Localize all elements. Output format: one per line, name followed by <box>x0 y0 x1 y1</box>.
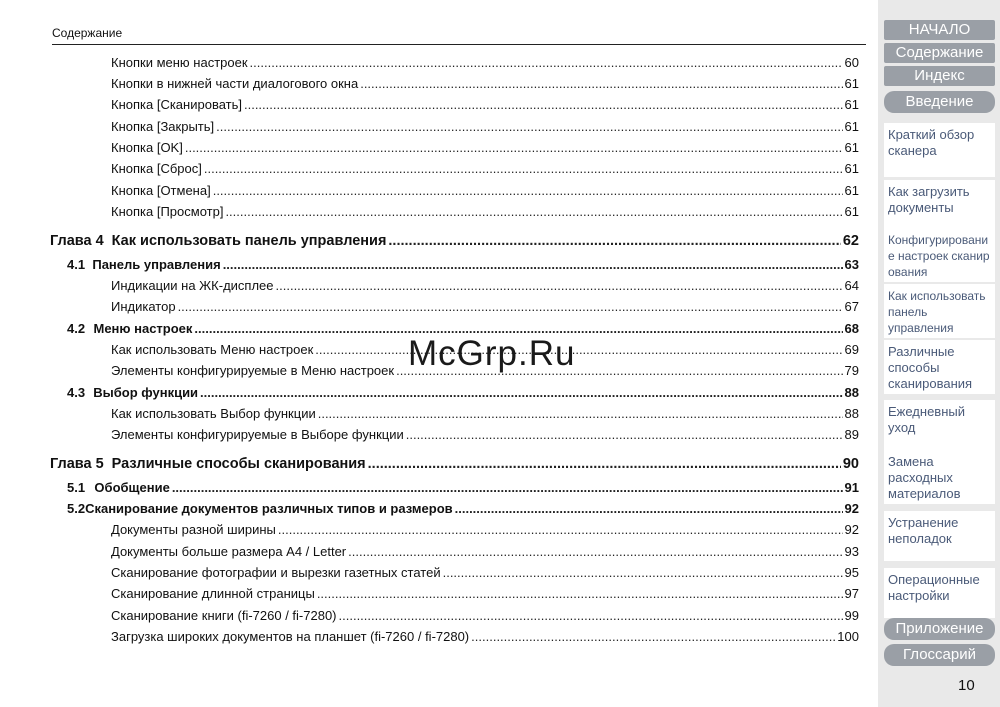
toc-leader-dots <box>225 204 842 219</box>
toc-page-number: 61 <box>844 183 859 198</box>
toc-row[interactable] <box>50 233 859 249</box>
header-divider <box>52 44 866 45</box>
toc-page-number: 63 <box>844 257 859 272</box>
nav-introduction-button[interactable]: Введение <box>884 91 995 113</box>
toc-row[interactable] <box>111 427 859 442</box>
toc-row[interactable] <box>50 456 859 472</box>
nav-item-operator-panel[interactable]: Как использовать панель управления <box>884 284 995 338</box>
toc-leader-dots <box>360 76 842 91</box>
toc-title: Кнопка [Закрыть] <box>111 119 215 134</box>
toc-page-number: 61 <box>844 119 859 134</box>
toc-page-number: 97 <box>844 586 859 601</box>
nav-item-configure-scan[interactable]: Конфигурирование настроек сканирования <box>884 228 995 282</box>
toc-page-number: 61 <box>844 97 859 112</box>
toc-row[interactable] <box>111 522 859 537</box>
toc-number: 5.2 <box>67 501 86 516</box>
toc-row[interactable] <box>111 76 859 91</box>
nav-item-consumables[interactable]: Замена расходных материалов <box>884 450 995 504</box>
toc-title: Кнопка [Сброс] <box>111 161 202 176</box>
toc-page-number: 92 <box>844 522 859 537</box>
toc-title: Загрузка широких документов на планшет (fi-7260 / fi-7280) <box>111 629 470 644</box>
toc-row[interactable] <box>111 119 859 134</box>
toc-row[interactable] <box>111 278 859 293</box>
nav-item-troubleshooting[interactable]: Устранение неполадок <box>884 511 995 561</box>
toc-title: Индикации на ЖК-дисплее <box>111 278 274 293</box>
toc-page-number: 90 <box>842 456 859 472</box>
toc-leader-dots <box>318 406 843 421</box>
toc-page-number: 62 <box>842 233 859 249</box>
toc-row[interactable] <box>111 586 859 601</box>
toc-leader-dots <box>276 278 843 293</box>
toc-page-number: 92 <box>844 501 859 516</box>
toc-row[interactable] <box>111 406 859 421</box>
toc-page-number: 79 <box>844 363 859 378</box>
toc-title: Сканирование фотографии и вырезки газетных статей <box>111 565 441 580</box>
toc-title: Как использовать панель управления <box>111 233 387 249</box>
toc-title: Элементы конфигурируемые в Меню настроек <box>111 363 395 378</box>
toc-leader-dots <box>317 586 843 601</box>
toc-row[interactable] <box>111 544 859 559</box>
toc-page-number: 89 <box>844 427 859 442</box>
toc-leader-dots <box>388 233 840 249</box>
toc-title: Обобщение <box>94 480 170 495</box>
toc-page-number: 61 <box>844 76 859 91</box>
toc-leader-dots <box>348 544 842 559</box>
toc-row[interactable] <box>111 183 859 198</box>
toc-leader-dots <box>178 299 843 314</box>
toc-number: Глава 5 <box>50 456 104 472</box>
toc-title: Как использовать Выбор функции <box>111 406 316 421</box>
nav-item-daily-care[interactable]: Ежедневный уход <box>884 400 995 450</box>
toc-title: Элементы конфигурируемые в Выборе функции <box>111 427 404 442</box>
toc-title: Как использовать Меню настроек <box>111 342 314 357</box>
toc-title: Различные способы сканирования <box>111 456 366 472</box>
toc-row[interactable] <box>111 140 859 155</box>
toc-title: Кнопка [Сканировать] <box>111 97 242 112</box>
toc-leader-dots <box>339 608 843 623</box>
toc-row[interactable] <box>111 55 859 70</box>
toc-row[interactable] <box>111 608 859 623</box>
toc-page-number: 67 <box>844 299 859 314</box>
toc-row[interactable] <box>67 480 859 495</box>
nav-item-scanner-overview[interactable]: Краткий обзор сканера <box>884 123 995 177</box>
toc-title: Сканирование документов различных типов и размеров <box>85 501 453 516</box>
toc-leader-dots <box>185 140 843 155</box>
toc-leader-dots <box>471 629 835 644</box>
toc-title: Документы разной ширины <box>111 522 276 537</box>
toc-number: 4.3 <box>67 385 86 400</box>
toc-title: Кнопки меню настроек <box>111 55 248 70</box>
toc-number: Глава 4 <box>50 233 104 249</box>
toc-title: Кнопка [OK] <box>111 140 183 155</box>
toc-row[interactable] <box>111 204 859 219</box>
toc-leader-dots <box>455 501 843 516</box>
toc-row[interactable] <box>67 257 859 272</box>
toc-number: 4.2 <box>67 321 86 336</box>
toc-leader-dots <box>172 480 843 495</box>
toc-leader-dots <box>368 456 841 472</box>
page-number: 10 <box>958 677 975 694</box>
nav-item-operational-settings[interactable]: Операционные настройки <box>884 568 995 618</box>
toc-title: Сканирование книги (fi-7260 / fi-7280) <box>111 608 337 623</box>
toc-page-number: 88 <box>844 385 859 400</box>
toc-row[interactable] <box>111 97 859 112</box>
toc-leader-dots <box>443 565 843 580</box>
toc-page-number: 99 <box>844 608 859 623</box>
nav-item-load-documents[interactable]: Как загрузить документы <box>884 180 995 234</box>
toc-row[interactable] <box>111 629 859 644</box>
toc-page-number: 68 <box>844 321 859 336</box>
toc-page-number: 60 <box>844 55 859 70</box>
toc-page-number: 69 <box>844 342 859 357</box>
toc-page-number: 64 <box>844 278 859 293</box>
toc-number: 4.1 <box>67 257 86 272</box>
toc-page-number: 61 <box>844 161 859 176</box>
toc-title: Сканирование длинной страницы <box>111 586 315 601</box>
toc-leader-dots <box>244 97 843 112</box>
toc-row[interactable] <box>67 501 859 516</box>
nav-start-button[interactable]: НАЧАЛО <box>884 20 995 40</box>
toc-leader-dots <box>223 257 843 272</box>
toc-title: Выбор функции <box>93 385 199 400</box>
toc-title: Кнопки в нижней части диалогового окна <box>111 76 359 91</box>
toc-leader-dots <box>204 161 843 176</box>
toc-title: Индикатор <box>111 299 176 314</box>
toc-row[interactable] <box>111 161 859 176</box>
nav-item-scan-methods[interactable]: Различные способы сканирования <box>884 340 995 394</box>
toc-leader-dots <box>315 342 842 357</box>
watermark-text: McGrp.Ru <box>408 334 576 373</box>
nav-index-button[interactable]: Индекс <box>884 66 995 86</box>
nav-glossary-button[interactable]: Глоссарий <box>884 644 995 666</box>
toc-page-number: 100 <box>837 629 859 644</box>
toc-title: Кнопка [Просмотр] <box>111 204 224 219</box>
toc-row[interactable] <box>111 565 859 580</box>
toc-leader-dots <box>216 119 842 134</box>
toc-title: Меню настроек <box>93 321 193 336</box>
nav-contents-button[interactable]: Содержание <box>884 43 995 63</box>
nav-appendix-button[interactable]: Приложение <box>884 618 995 640</box>
toc-page-number: 93 <box>844 544 859 559</box>
toc-page-number: 61 <box>844 204 859 219</box>
toc-leader-dots <box>406 427 843 442</box>
toc-title: Документы больше размера A4 / Letter <box>111 544 347 559</box>
toc-leader-dots <box>213 183 843 198</box>
toc-row[interactable] <box>67 385 859 400</box>
toc-leader-dots <box>278 522 843 537</box>
toc-leader-dots <box>250 55 843 70</box>
toc-page-number: 61 <box>844 140 859 155</box>
page-header-title: Содержание <box>52 26 123 40</box>
toc-title: Кнопка [Отмена] <box>111 183 211 198</box>
toc-page-number: 88 <box>844 406 859 421</box>
toc-title: Панель управления <box>92 257 221 272</box>
toc-number: 5.1 <box>67 480 86 495</box>
toc-row[interactable] <box>111 299 859 314</box>
toc-leader-dots <box>200 385 842 400</box>
toc-page-number: 91 <box>844 480 859 495</box>
toc-page-number: 95 <box>844 565 859 580</box>
